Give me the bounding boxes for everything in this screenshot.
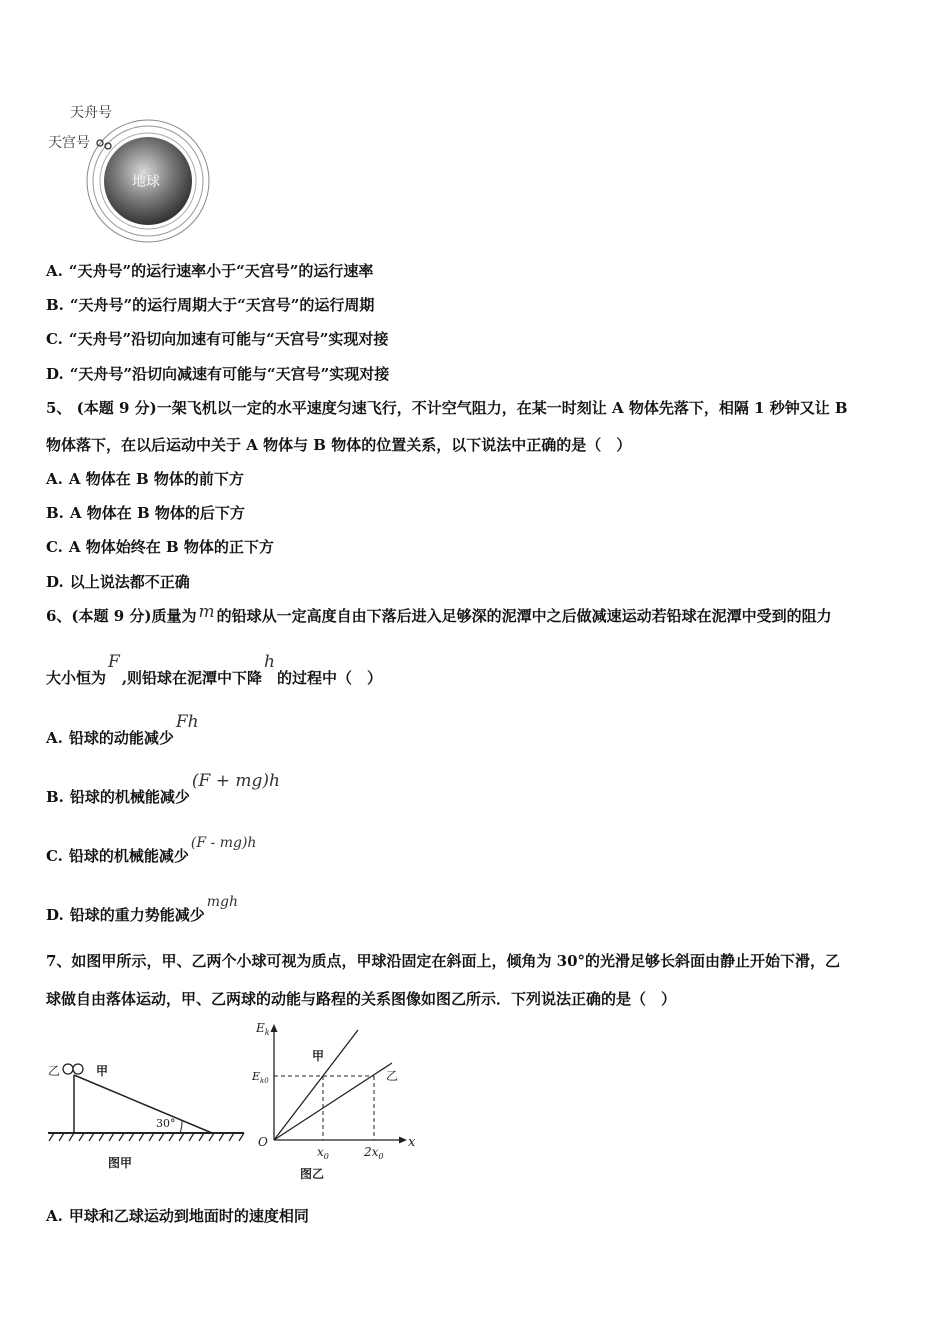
orbit-figure [46,96,216,246]
q6-option-d: D. 铅球的重力势能减少mgh [46,894,238,924]
q7-option-a: A. 甲球和乙球运动到地面时的速度相同 [46,1207,309,1225]
q6-height-symbol: h [264,652,275,672]
q6-option-d-formula: mgh [206,894,238,910]
x-axis-label: x [408,1135,416,1150]
x-axis-arrow [399,1137,407,1144]
q5-option-c: C. A 物体始终在 B 物体的正下方 [46,538,274,556]
line-jia-label: 甲 [312,1049,325,1063]
q6-option-b-formula: (F + mg)h [191,771,280,791]
q6-option-a-formula: Fh [175,712,199,732]
q6-option-c: C. 铅球的机械能减少(F - mg)h [46,835,257,865]
angle-label: 30° [156,1117,176,1130]
origin-label: O [258,1135,268,1149]
x0-label: $x_0$ [317,1145,329,1161]
figure-jia [46,1055,251,1175]
ball-yi [63,1064,73,1074]
q6-option-a: A. 铅球的动能减少Fh [46,712,199,747]
q5-stem-line1: 5、 (本题 9 分)一架飞机以一定的水平速度匀速飞行，不计空气阻力，在某一时刻让 A 物体先落下，相隔 1 秒钟又让 B [46,399,848,417]
angle-arc [180,1121,182,1133]
incline [74,1075,212,1133]
label-jia: 甲 [96,1064,109,1078]
line-jia [274,1030,358,1140]
caption-jia: 图甲 [108,1156,133,1170]
line-yi-label: 乙 [386,1069,399,1083]
q5-stem-line2: 物体落下，在以后运动中关于 A 物体与 B 物体的位置关系，以下说法中正确的是（ ） [46,436,632,454]
q5-option-a: A. A 物体在 B 物体的前下方 [46,470,244,488]
q5-option-d: D. 以上说法都不正确 [46,573,190,591]
caption-yi: 图乙 [300,1167,325,1181]
ek0-label: $E_{k0}$ [252,1070,269,1085]
earth-label: 地球 [132,174,160,190]
q6-stem-line1: 6、(本题 9 分)质量为 m 的铅球从一定高度自由下落后进入足够深的泥潭中之后做减速运动若铅球在泥潭中受到的阻力 [46,602,832,625]
q5-option-b: B. A 物体在 B 物体的后下方 [46,504,245,522]
q7-stem-line1: 7、如图甲所示，甲、乙两个小球可视为质点，甲球沿固定在斜面上，倾角为 30°的光滑足够长斜面由静止开始下滑，乙 [46,952,841,970]
tiangong-label: 天宫号 [48,135,90,151]
figure-yi [250,1018,425,1183]
y-axis-label: $E_k$ [256,1021,270,1037]
y-axis-arrow [271,1024,278,1032]
tianzhou-label: 天舟号 [70,105,112,121]
q6-stem-line2: 大小恒为F,则铅球在泥潭中下降h的过程中（ ） [46,652,383,687]
q4-option-a: A. “天舟号”的运行速率小于“天宫号”的运行速率 [46,262,374,280]
ground-hatching [49,1133,244,1141]
q6-option-c-formula: (F - mg)h [190,835,257,851]
q4-option-d: D. “天舟号”沿切向减速有可能与“天宫号”实现对接 [46,365,390,383]
q4-option-c: C. “天舟号”沿切向加速有可能与“天宫号”实现对接 [46,330,389,348]
q6-mass-symbol: m [198,602,215,622]
ball-jia [73,1064,83,1074]
label-yi: 乙 [48,1064,61,1078]
q7-stem-line2: 球做自由落体运动，甲、乙两球的动能与路程的关系图像如图乙所示．下列说法正确的是（ ） [46,990,677,1008]
x2-label: $2x_0$ [364,1145,384,1161]
q6-force-symbol: F [108,652,120,672]
q6-option-b: B. 铅球的机械能减少(F + mg)h [46,771,280,806]
q4-option-b: B. “天舟号”的运行周期大于“天宫号”的运行周期 [46,296,375,314]
